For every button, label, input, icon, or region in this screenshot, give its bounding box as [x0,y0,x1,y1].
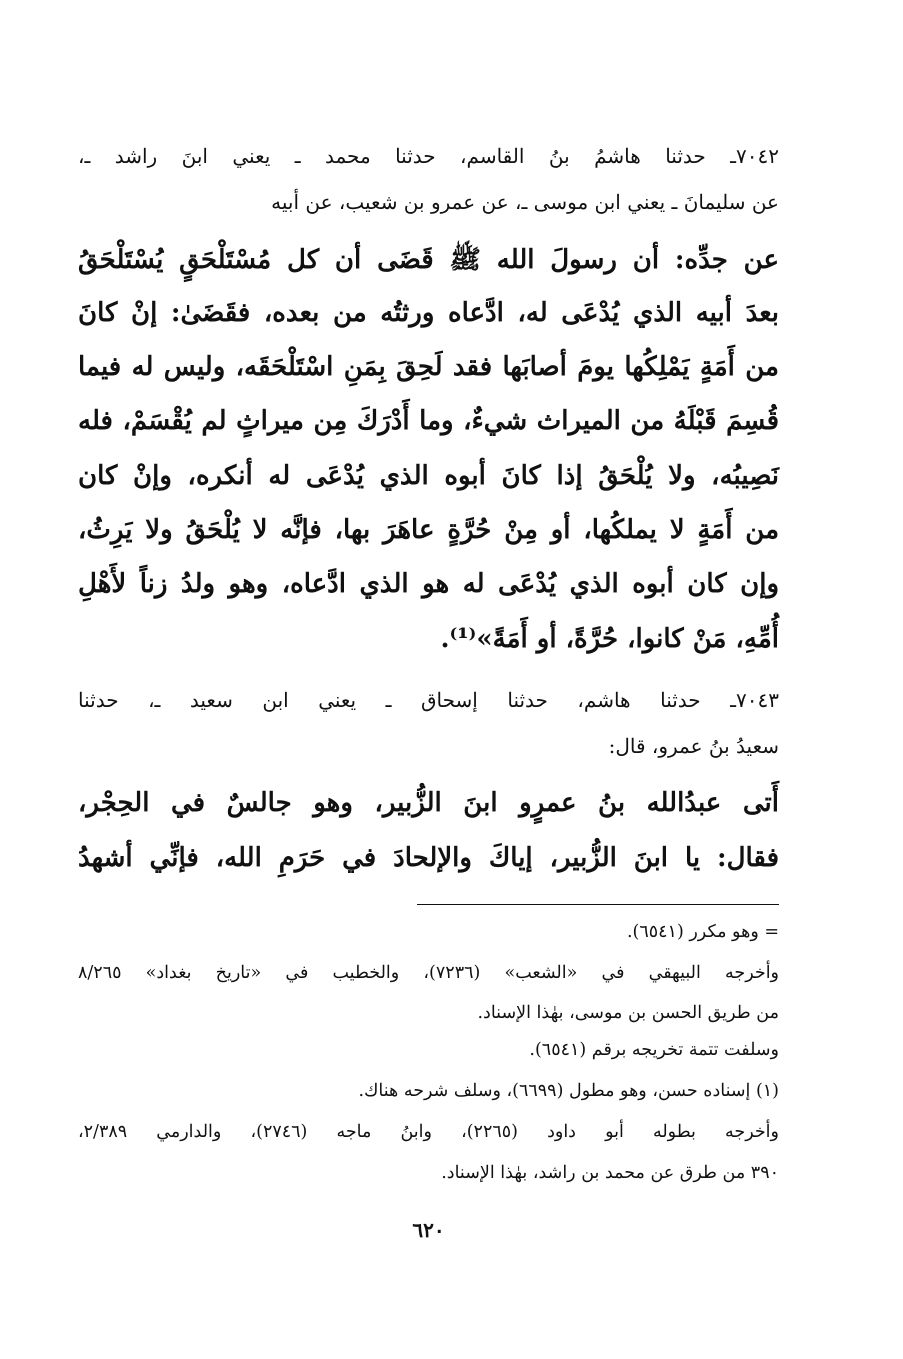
isnad-line: عن سليمانَ ـ يعني ابن موسى ـ، عن عمرو بن شعيب، عن أبيه [271,190,779,214]
footnote-line: = وهو مكرر (٦٥٤١). [626,922,779,942]
isnad-line: ٧٠٤٣ـ حدثنا هاشم، حدثنا إسحاق ـ يعني ابن سعيد ـ، حدثنا [78,688,779,712]
matn-line: من أَمَةٍ يَمْلِكُها يومَ أصابَها فقد لَحِقَ بِمَنِ اسْتَلْحَقَه، وليس له فيما [78,352,779,382]
book-page [78,0,779,1359]
isnad-line: ٧٠٤٢ـ حدثنا هاشمُ بنُ القاسم، حدثنا محمد ـ يعني ابنَ راشد ـ، [78,144,779,168]
footnote-line: وأخرجه بطوله أبو داود (٢٢٦٥)، وابنُ ماجه (٢٧٤٦)، والدارمي ٢/٣٨٩، [78,1122,779,1142]
isnad-line: سعيدُ بنُ عمرو، قال: [608,734,779,758]
footnote-line: وسلفت تتمة تخريجه برقم (٦٥٤١). [529,1040,779,1060]
matn-line: أُمِّهِ، مَنْ كانوا، حُرَّةً، أو أَمَةً»⁽¹⁾. [440,624,779,654]
matn-line: بعدَ أبيه الذي يُدْعَى له، ادَّعاه ورثتُه من بعده، فقَضَىٰ: إنْ كانَ [78,298,779,328]
page-number: ٦٢٠ [412,1218,445,1242]
footnote-line: من طريق الحسن بن موسى، بهٰذا الإسناد. [477,1003,779,1023]
matn-line: وإن كان أبوه الذي يُدْعَى له هو الذي ادَّعاه، وهو ولدُ زناً لأَهْلِ [78,569,779,599]
matn-line: فقال: يا ابنَ الزُّبير، إياكَ والإلحادَ في حَرَمِ الله، فإنِّي أشهدُ [78,843,779,873]
matn-line: عن جدِّه: أن رسولَ الله ﷺ قَضَى أن كل مُسْتَلْحَقٍ يُسْتَلْحَقُ [78,245,779,275]
matn-line: قُسِمَ قَبْلَهُ من الميراث شيءٌ، وما أَدْرَكَ مِن ميراثٍ لم يُقْسَمْ، فله [78,406,779,436]
matn-line: من أَمَةٍ لا يملكُها، أو مِنْ حُرَّةٍ عاهَرَ بها، فإنَّه لا يُلْحَقُ ولا يَرِثُ، [78,515,779,545]
matn-line: نَصِيبُه، ولا يُلْحَقُ إذا كانَ أبوه الذي يُدْعَى له أنكره، وإنْ كان [78,461,779,491]
footnote-line: (١) إسناده حسن، وهو مطول (٦٦٩٩)، وسلف شرحه هناك. [358,1081,779,1101]
footnote-line: وأخرجه البيهقي في «الشعب» (٧٢٣٦)، والخطيب في «تاريخ بغداد» ٨/٢٦٥ [78,963,780,983]
matn-line: أَتى عبدُالله بنُ عمرٍو ابنَ الزُّبير، وهو جالسٌ في الحِجْر، [78,788,779,818]
footnote-separator [417,904,779,905]
footnote-line: ٣٩٠ من طرق عن محمد بن راشد، بهٰذا الإسناد. [441,1163,779,1183]
